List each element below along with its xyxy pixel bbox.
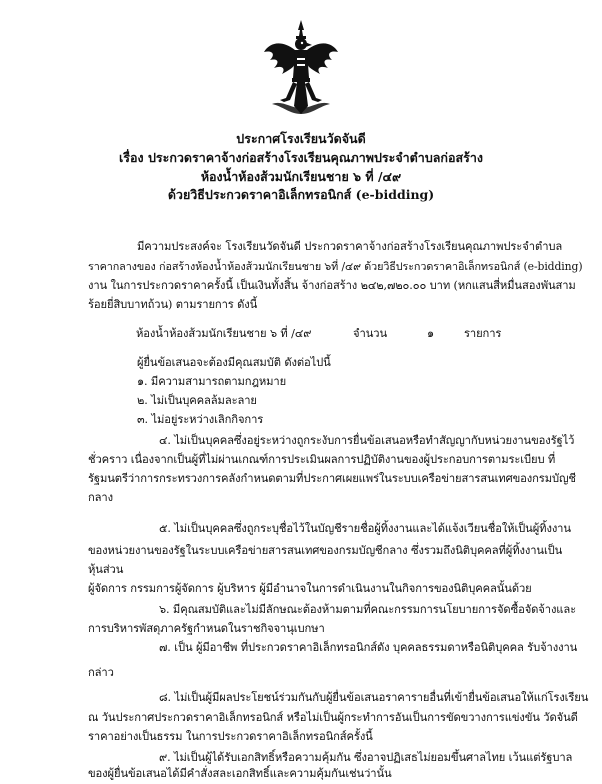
- item-qty: ๑: [427, 327, 435, 340]
- qualification-5-line-2: ของหน่วยงานของรัฐในระบบเครือข่ายสารสนเทศของกรมบัญชีกลาง ซึ่งรวมถึงนิติบุคคลที่ผู้ทิ้งงานเป็น: [88, 544, 563, 557]
- qualification-5-line-3: หุ้นส่วน: [88, 563, 124, 576]
- qualification-6-line-1: ๖. มีคุณสมบัติและไม่มีลักษณะต้องห้ามตามที่คณะกรรมการนโยบายการจัดซื้อจัดจ้างและ: [159, 603, 577, 616]
- qualifications-intro: ผู้ยื่นข้อเสนอจะต้องมีคุณสมบัติ ดังต่อไปนี้: [137, 356, 331, 369]
- intro-line-2: ราคากลางของ ก่อสร้างห้องน้ำห้องส้วมนักเรียนชาย ๖ที่ /๔๙ ด้วยวิธีประกวดราคาอิเล็กทรอนิกส์ (e-bidding): [88, 260, 583, 273]
- qualification-8-line-1: ๘. ไม่เป็นผู้มีผลประโยชน์ร่วมกันกับผู้ยื่นข้อเสนอราคารายอื่นที่เข้ายื่นข้อเสนอให้แก่โรงเรียน: [159, 691, 589, 704]
- announcement-subject-line2: ห้องน้ำห้องส้วมนักเรียนชาย ๖ ที่ /๔๙: [200, 169, 402, 184]
- intro-line-1: มีความประสงค์จะ โรงเรียนวัดจันดี ประกวดราคาจ้างก่อสร้างโรงเรียนคุณภาพประจำตำบล: [137, 240, 563, 253]
- qualification-1: ๑. มีความสามารถตามกฎหมาย: [137, 375, 287, 388]
- item-qty-label: จำนวน: [353, 327, 388, 340]
- announcement-title: ประกาศโรงเรียนวัดจันดี: [236, 131, 366, 146]
- qualification-7-line-2: กล่าว: [88, 666, 114, 679]
- qualification-8-line-3: ราคาอย่างเป็นธรรม ในการประกวดราคาอิเล็กทรอนิกส์ครั้งนี้: [88, 730, 373, 743]
- qualification-6-line-2: การบริหารพัสดุภาครัฐกำหนดในราชกิจจานุเบกษา: [88, 622, 325, 635]
- qualification-5-line-4: ผู้จัดการ กรรมการผู้จัดการ ผู้บริหาร ผู้มีอำนาจในการดำเนินงานในกิจการของนิติบุคคลนั้นด้วย: [88, 582, 532, 595]
- garuda-emblem-icon: [262, 18, 340, 118]
- announcement-subject: เรื่อง ประกวดราคาจ้างก่อสร้างโรงเรียนคุณภาพประจำตำบลก่อสร้าง: [119, 150, 483, 165]
- qualification-3: ๓. ไม่อยู่ระหว่างเลิกกิจการ: [137, 413, 264, 426]
- item-unit: รายการ: [464, 327, 502, 340]
- qualification-5-line-1: ๕. ไม่เป็นบุคคลซึ่งถูกระบุชื่อไว้ในบัญชีรายชื่อผู้ทิ้งงานและได้แจ้งเวียนชื่อให้เป็นผู้ทิ้งงาน: [159, 522, 571, 535]
- qualification-2: ๒. ไม่เป็นบุคคลล้มละลาย: [137, 394, 257, 407]
- qualification-8-line-2: ณ วันประกาศประกวดราคาอิเล็กทรอนิกส์ หรือไม่เป็นผู้กระทำการอันเป็นการขัดขวางการแข่งขัน วัดจันดี: [88, 711, 578, 724]
- qualification-9-line-2: ของผู้ยื่นข้อเสนอได้มีคำสั่งสละเอกสิทธิ์และความคุ้มกันเช่นว่านั้น: [88, 767, 392, 780]
- announcement-method: ด้วยวิธีประกวดราคาอิเล็กทรอนิกส์ (e-bidding): [167, 187, 435, 202]
- qualification-4-line-1: ๔. ไม่เป็นบุคคลซึ่งอยู่ระหว่างถูกระงับการยื่นข้อเสนอหรือทำสัญญากับหน่วยงานของรัฐไว้: [159, 434, 575, 447]
- item-row: [0, 326, 602, 342]
- qualification-9-line-1: ๙. ไม่เป็นผู้ได้รับเอกสิทธิ์หรือความคุ้มกัน ซึ่งอาจปฏิเสธไม่ยอมขึ้นศาลไทย เว้นแต่รัฐบาล: [159, 751, 573, 764]
- intro-line-3: งาน ในการประกวดราคาครั้งนี้ เป็นเงินทั้งสิ้น จ้างก่อสร้าง ๒๔๒,๗๒๐.๐๐ บาท (หกแสนสี่หมื่นสองพันสาม: [88, 279, 576, 292]
- intro-line-4: ร้อยยี่สิบบาทถ้วน) ตามรายการ ดังนี้: [88, 298, 258, 311]
- qualification-7-line-1: ๗. เป็น ผู้มีอาชีพ ที่ประกวดราคาอิเล็กทรอนิกส์ดัง บุคคลธรรมดาหรือนิติบุคคล รับจ้างงาน: [159, 641, 578, 654]
- qualification-4-line-2: ชั่วคราว เนื่องจากเป็นผู้ที่ไม่ผ่านเกณฑ์การประเมินผลการปฏิบัติงานของผู้ประกอบการตามระเบียบ ที่: [88, 453, 556, 466]
- item-name: ห้องน้ำห้องส้วมนักเรียนชาย ๖ ที่ /๔๙: [136, 327, 312, 340]
- qualification-4-line-3: รัฐมนตรีว่าการกระทรวงการคลังกำหนดตามที่ประกาศเผยแพร่ในระบบเครือข่ายสารสนเทศของกรมบัญชี: [88, 472, 576, 485]
- qualification-4-line-4: กลาง: [88, 491, 113, 504]
